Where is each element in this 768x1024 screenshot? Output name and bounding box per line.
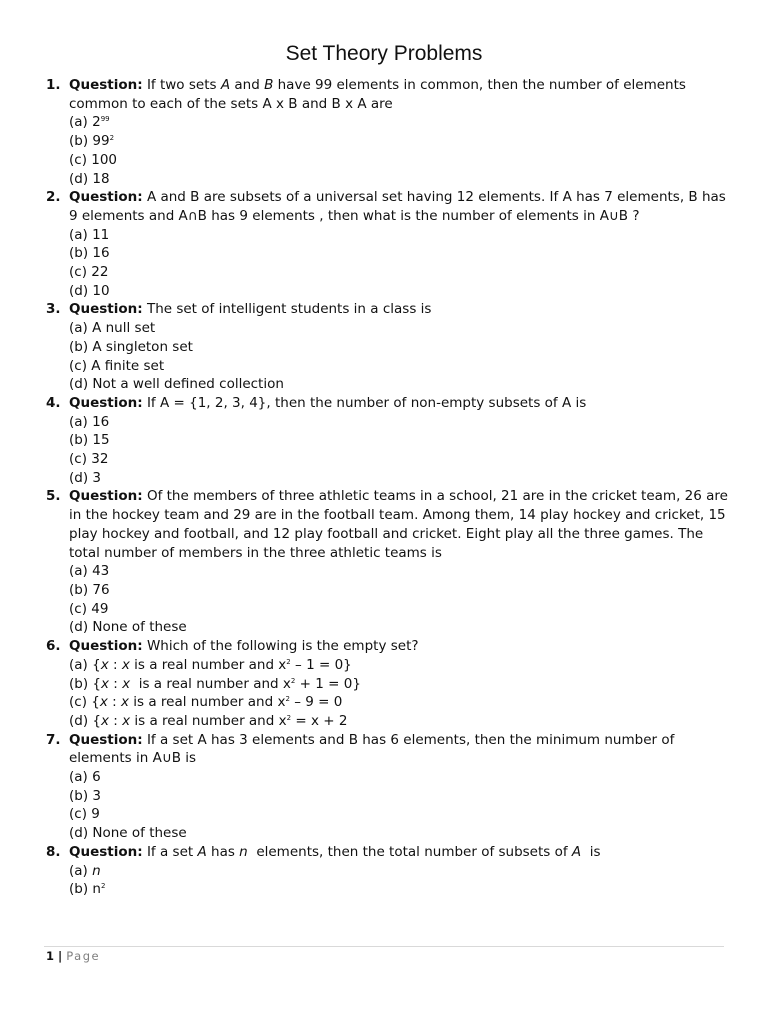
- answer-option: (b) A singleton set: [69, 338, 193, 355]
- footer-divider: [44, 946, 724, 947]
- question-number: 4.: [46, 394, 61, 411]
- answer-option: (c) {x : x is a real number and $x^2 - 9 = 0$: [69, 694, 343, 711]
- answer-option: (a) 43: [69, 563, 110, 580]
- question-number: 5.: [46, 488, 61, 505]
- answer-option: (a) 16: [69, 413, 110, 430]
- footer-separator: |: [54, 949, 67, 963]
- answer-option: (a) n: [69, 862, 101, 879]
- answer-option: (c) 49: [69, 600, 109, 617]
- question-body: Of the members of three athletic teams in a school, 21 are in the cricket team, 26 are in the hockey team and 29 are in the football team. Among them, 14 play hockey and cricket, 15 play hockey and football, and 12 play football and cricket. Eight play all the three games. The total number of members in the three athletic teams is: [69, 488, 728, 561]
- question-item: [0, 637, 768, 731]
- page-number: 1: [46, 949, 55, 963]
- question-number: 3.: [46, 301, 61, 318]
- question-text: [69, 76, 728, 113]
- answer-option: (b) $n^2$: [69, 881, 106, 898]
- question-item: [0, 76, 768, 188]
- question-text: [69, 637, 728, 656]
- question-body: Which of the following is the empty set?: [142, 638, 419, 655]
- question-text: [69, 487, 728, 562]
- answer-option: (c) 22: [69, 264, 109, 281]
- question-item: [0, 731, 768, 843]
- question-label: Question:: [69, 731, 143, 748]
- answer-option: (d) {x : x is a real number and $x^2 = x + 2$: [69, 712, 348, 729]
- question-body: If a set A has 3 elements and B has 6 elements, then the minimum number of elements in A∪B is: [69, 731, 675, 767]
- answer-option: (a) $2^{99}$: [69, 114, 110, 131]
- answer-option: (a) 11: [69, 226, 110, 243]
- answer-option: (a) A null set: [69, 320, 156, 337]
- question-body: A and B are subsets of a universal set having 12 elements. If A has 7 elements, B has 9 elements and A∩B has 9 elements , then what is the number of elements in A∪B ?: [69, 189, 726, 224]
- question-number: 6.: [46, 638, 61, 655]
- answer-option: (d) 18: [69, 170, 110, 187]
- answer-option: (d) None of these: [69, 619, 187, 636]
- question-body: If A = {1, 2, 3, 4}, then the number of non-empty subsets of A is: [142, 394, 587, 411]
- question-label: Question:: [69, 488, 143, 505]
- answer-option: (d) Not a well defined collection: [69, 376, 284, 393]
- answer-option: (d) 3: [69, 469, 101, 486]
- question-item: [0, 843, 768, 899]
- question-item: [0, 300, 768, 394]
- answer-option: (b) 16: [69, 245, 110, 262]
- question-body: If a set A has n elements, then the total number of subsets of A is: [142, 843, 601, 860]
- answer-option: (a) {x : x is a real number and $x^2 - 1 = 0$}: [69, 656, 352, 673]
- question-body: The set of intelligent students in a class is: [142, 301, 432, 318]
- answer-option: (b) {x : x is a real number and $x^2 + 1 = 0$}: [69, 675, 361, 692]
- question-label: Question:: [69, 77, 143, 93]
- question-text: [69, 843, 728, 862]
- question-text: [69, 731, 728, 768]
- question-label: Question:: [69, 638, 143, 655]
- answer-option: (d) None of these: [69, 825, 187, 842]
- question-text: [69, 188, 728, 225]
- answer-option: (d) 10: [69, 282, 110, 299]
- answer-option: (b) 76: [69, 581, 110, 598]
- question-number: 7.: [46, 731, 61, 748]
- question-text: [69, 300, 728, 319]
- question-body: If two sets A and B have 99 elements in common, then the number of elements common to each of the sets A x B and B x A are: [69, 77, 686, 112]
- question-number: 2.: [46, 189, 61, 206]
- question-number: 1.: [46, 77, 61, 93]
- question-number: 8.: [46, 843, 61, 860]
- question-label: Question:: [69, 189, 143, 206]
- question-item: [0, 188, 768, 300]
- answer-option: (c) 100: [69, 151, 118, 168]
- answer-option: (a) 6: [69, 769, 101, 786]
- page-footer: [46, 949, 100, 963]
- question-label: Question:: [69, 843, 143, 860]
- question-list: [0, 76, 768, 899]
- answer-option: (b) $99^2$: [69, 133, 115, 150]
- answer-option: (c) 32: [69, 451, 109, 468]
- question-item: [0, 487, 768, 637]
- answer-option: (b) 3: [69, 787, 101, 804]
- question-text: [69, 394, 728, 413]
- question-label: Question:: [69, 301, 143, 318]
- page-title: Set Theory Problems: [285, 42, 483, 65]
- answer-option: (b) 15: [69, 432, 110, 449]
- answer-option: (c) A finite set: [69, 357, 165, 374]
- question-label: Question:: [69, 394, 143, 411]
- question-item: [0, 394, 768, 488]
- answer-option: (c) 9: [69, 806, 100, 823]
- page-label: Page: [66, 949, 101, 963]
